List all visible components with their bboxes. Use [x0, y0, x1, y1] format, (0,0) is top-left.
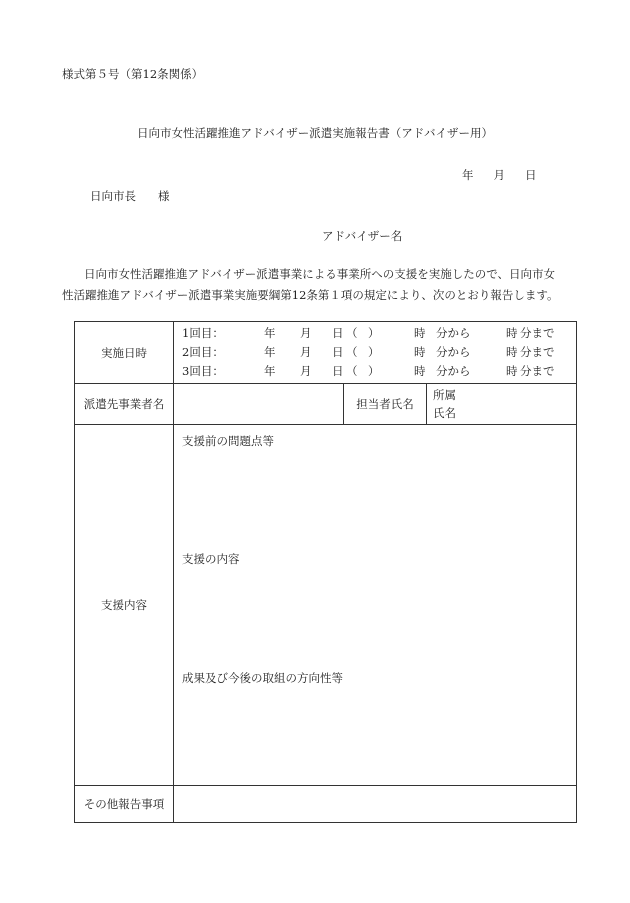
year-label: 年 — [264, 364, 276, 378]
month-label: 月 — [300, 345, 312, 359]
dispatch-company-label: 派遣先事業者名 — [75, 384, 174, 425]
report-date — [462, 167, 537, 183]
end-minute-label: 分まで — [520, 345, 555, 359]
start-minute-label: 分から — [436, 364, 471, 378]
visit-row-2 — [182, 343, 576, 362]
support-details-label: 支援の内容 — [182, 552, 240, 566]
month-label: 月 — [300, 364, 312, 378]
start-minute-label: 分から — [436, 345, 471, 359]
start-hour-label: 時 — [414, 345, 426, 359]
implementation-datetime-field[interactable] — [174, 322, 577, 384]
day-label: 日 — [332, 364, 344, 378]
day-label: 日 — [332, 345, 344, 359]
support-content-field[interactable] — [174, 425, 577, 786]
year-label: 年 — [264, 326, 276, 340]
weekday-close: ） — [368, 345, 380, 359]
adviser-name-label: アドバイザー名 — [322, 229, 403, 243]
statement-line-1: 日向市女性活躍推進アドバイザー派遣事業による事業所への支援を実施したので、日向市女 — [84, 267, 556, 281]
addressee-honorific: 様 — [158, 189, 170, 203]
support-content-label: 支援内容 — [75, 425, 174, 786]
implementation-datetime-label: 実施日時 — [75, 322, 174, 384]
date-month-label: 月 — [493, 168, 505, 182]
document-title: 日向市女性活躍推進アドバイザー派遣実施報告書（アドバイザー用） — [136, 126, 494, 140]
dispatch-company-field[interactable] — [174, 384, 344, 425]
visit-number: 2回目： — [182, 345, 224, 359]
date-year-label: 年 — [462, 168, 474, 182]
report-statement — [62, 264, 582, 306]
start-minute-label: 分から — [436, 326, 471, 340]
weekday-close: ） — [368, 326, 380, 340]
form-number: 様式第５号（第12条関係） — [62, 67, 204, 81]
addressee — [90, 188, 170, 204]
end-hour-label: 時 — [506, 326, 518, 340]
pre-support-problems-label: 支援前の問題点等 — [182, 434, 274, 448]
visit-row-1 — [182, 324, 576, 343]
visit-row-3 — [182, 362, 576, 381]
end-minute-label: 分まで — [520, 326, 555, 340]
weekday-open: （ — [346, 364, 358, 378]
year-label: 年 — [264, 345, 276, 359]
other-report-items-label: その他報告事項 — [75, 786, 174, 823]
contact-person-field[interactable] — [427, 384, 577, 425]
end-hour-label: 時 — [506, 345, 518, 359]
results-and-direction-label: 成果及び今後の取組の方向性等 — [182, 671, 343, 685]
name-label: 氏名 — [433, 406, 456, 420]
start-hour-label: 時 — [414, 326, 426, 340]
date-day-label: 日 — [525, 168, 537, 182]
day-label: 日 — [332, 326, 344, 340]
statement-line-2: 性活躍推進アドバイザー派遣事業実施要綱第12条第１項の規定により、次のとおり報告します。 — [62, 288, 559, 302]
weekday-open: （ — [346, 326, 358, 340]
visit-number: 3回目： — [182, 364, 224, 378]
end-hour-label: 時 — [506, 364, 518, 378]
start-hour-label: 時 — [414, 364, 426, 378]
end-minute-label: 分まで — [520, 364, 555, 378]
month-label: 月 — [300, 326, 312, 340]
other-report-items-field[interactable] — [174, 786, 577, 823]
visit-number: 1回目： — [182, 326, 224, 340]
contact-person-label: 担当者氏名 — [344, 384, 427, 425]
weekday-close: ） — [368, 364, 380, 378]
affiliation-label: 所属 — [433, 388, 456, 402]
addressee-name: 日向市長 — [90, 189, 136, 203]
weekday-open: （ — [346, 345, 358, 359]
report-table — [74, 321, 577, 823]
